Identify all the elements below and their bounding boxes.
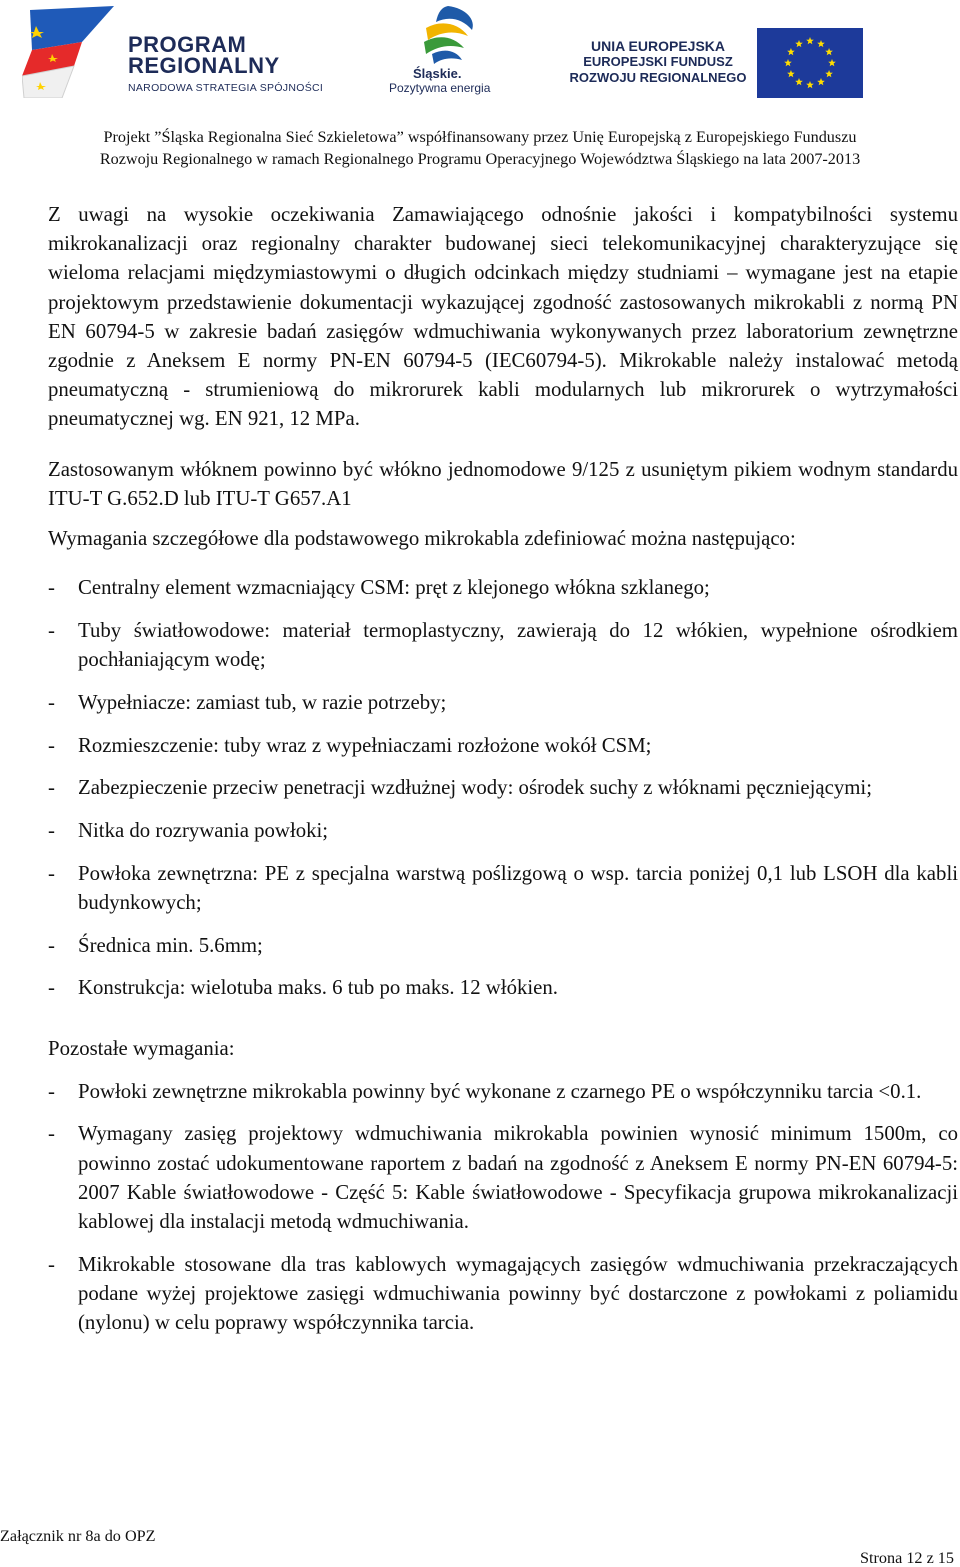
slaskie-logo xyxy=(383,4,533,96)
program-regionalny-emblem-icon xyxy=(22,6,117,98)
list-item: - Zabezpieczenie przeciw penetracji wzdłużnej wody: ośrodek suchy z włóknami pęczniejącymi; xyxy=(48,776,872,800)
program-regionalny-logo xyxy=(22,6,367,98)
list-item: - Rozmieszczenie: tuby wraz z wypełniaczami rozłożone wokół CSM; xyxy=(48,733,652,757)
fiber-paragraph: Zastosowanym włóknem powinno być włókno jednomodowe 9/125 z usuniętym pikiem wodnym standardu ITU-T G.652.D lub ITU-T G657.A1 xyxy=(48,457,958,510)
list-item: - Centralny element wzmacniający CSM: pręt z klejonego włókna szklanego; xyxy=(48,576,710,600)
eu-fund-logo xyxy=(567,28,863,100)
list-item: - Powłoka zewnętrzna: PE z specjalna warstwą poślizgową o wsp. tarcia poniżej 0,1 lub LSOH dla kabli budynkowych; xyxy=(48,861,958,914)
slaskie-tagline: Pozytywna energia xyxy=(389,81,491,95)
program-regionalny-subtitle: NARODOWA STRATEGIA SPÓJNOŚCI xyxy=(128,82,324,94)
list-item: - Średnica min. 5.6mm; xyxy=(48,933,263,957)
program-regionalny-title: PROGRAM REGIONALNY xyxy=(128,32,280,78)
attachment-label: Załącznik nr 8a do OPZ xyxy=(0,1527,156,1545)
document-body xyxy=(48,200,958,1351)
list-item: - Konstrukcja: wielotuba maks. 6 tub po maks. 12 włókien. xyxy=(48,976,558,1000)
list-item: - Mikrokable stosowane dla tras kablowych wymagających zasięgów wdmuchiwania przekraczających podane wyżej projektowe zasięgi wdmuchiwania powinny być dostarczone z powłokami z poliamidu (nylonu) w celu poprawy współczynnika tarcia. xyxy=(48,1252,958,1335)
slaskie-wave-icon xyxy=(418,4,478,66)
eu-flag-icon xyxy=(757,28,863,98)
list-item: - Powłoki zewnętrzne mikrokabla powinny być wykonane z czarnego PE o współczynniku tarcia <0.1. xyxy=(48,1079,922,1103)
eu-fund-text: UNIA EUROPEJSKA EUROPEJSKI FUNDUSZ ROZWOJU REGIONALNEGO xyxy=(569,38,747,85)
page-header xyxy=(0,0,960,168)
slaskie-name: Śląskie. xyxy=(413,66,462,81)
requirements-intro: Wymagania szczegółowe dla podstawowego mikrokabla zdefiniować można następująco: xyxy=(48,527,796,551)
list-item: - Wymagany zasięg projektowy wdmuchiwania mikrokabla powinien wynosić minimum 1500m, co powinno zostać udokumentowane raportem z badań na zgodność z Aneksem E normy PN-EN 60794-5: 2007 Kable światłowodowe - Część 5: Kable światłowodowe - Specyfikacja grupowa mikrokanalizacji kablowej dla instalacji metodą wdmuchiwania. xyxy=(48,1122,958,1233)
funding-statement: Projekt ”Śląska Regionalna Sieć Szkieletowa” współfinansowany przez Unię Europejską z Europejskiego Funduszu Rozwoju Regionalnego w ramach Regionalnego Programu Operacyjnego Województwa Śląskiego na lata 2007-2013 xyxy=(99,128,861,168)
list-item: - Tuby światłowodowe: materiał termoplastyczny, zawierają do 12 włókien, wypełnione ośrodkiem pochłaniającym wodę; xyxy=(48,618,958,672)
other-requirements-heading: Pozostałe wymagania: xyxy=(48,1037,235,1061)
detailed-requirements-list xyxy=(48,573,958,1002)
other-requirements-list xyxy=(48,1077,958,1338)
list-item: - Nitka do rozrywania powłoki; xyxy=(48,818,329,842)
page-number: Strona 12 z 15 xyxy=(860,1549,954,1567)
intro-paragraph: Z uwagi na wysokie oczekiwania Zamawiającego odnośnie jakości i kompatybilności systemu mikrokanalizacji oraz regionalny charakter budowanej sieci telekomunikacyjnej charakteryzujące się wieloma relacjami międzymiastowymi o długich odcinkach między studniami – wymagane jest na etapie projektowym przedstawienie dokumentacji wykazującej zgodność zastosowanych mikrokabli z normą PN EN 60794-5 w zakresie badań zasięgów wdmuchiwania wykonywanych przez laboratorium zewnętrzne zgodnie z Aneksem E normy PN-EN 60794-5 (IEC60794-5). Mikrokable należy instalować metodą pneumatyczną - strumieniową do mikrorurek kabli modularnych lub mikrorurek o wytrzymałości pneumatycznej wg. EN 921, 12 MPa. xyxy=(48,203,958,431)
list-item: - Wypełniacze: zamiast tub, w razie potrzeby; xyxy=(48,690,447,714)
